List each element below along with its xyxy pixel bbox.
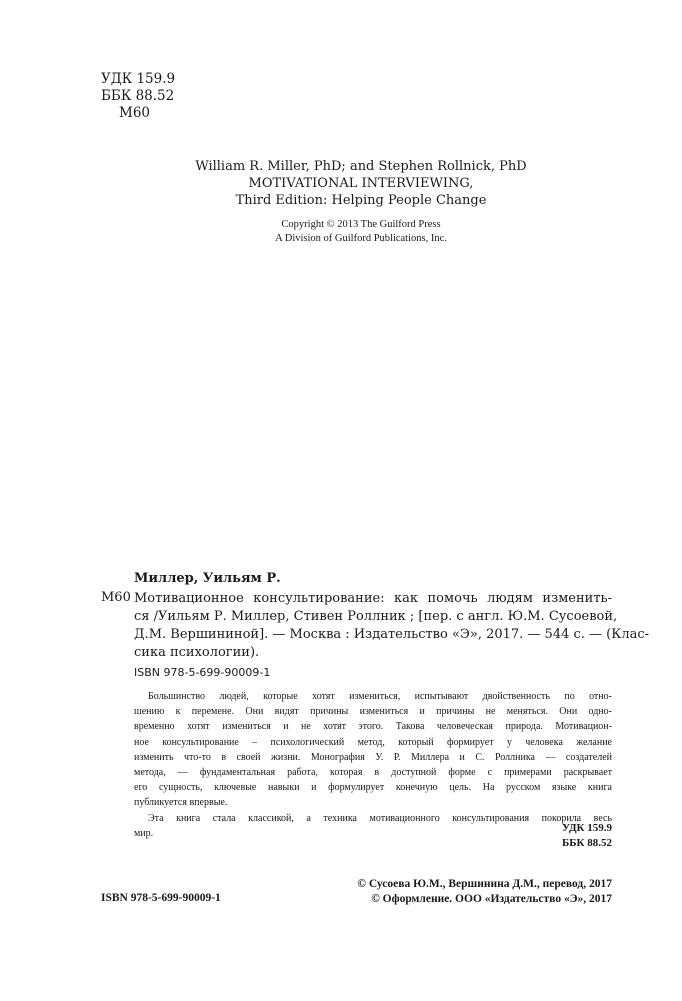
abstract-line: Эта книга стала классикой, а техника мотивационного консультирования покорила весь [148, 812, 612, 824]
record-line: Мотивационное консультирование: как помочь людям изменить- [134, 591, 612, 606]
abstract-line: Большинство людей, которые хотят измениться, испытывают двойственность по отно- [148, 691, 612, 702]
record-mark: М60 [101, 590, 131, 605]
abstract-line: изменить что-то в своей жизни. Монография У. Р. Миллера и С. Роллника — создателей [134, 751, 612, 763]
footer-bbk-code: ББК 88.52 [561, 837, 612, 849]
author-mark: М60 [119, 105, 151, 121]
abstract-line: мир. [134, 827, 154, 839]
record-line: Д.М. Вершининой]. — Москва : Издательство «Э», 2017. — 544 с. — (Клас- [134, 627, 649, 642]
abstract-line: ное консультирование – психологический метод, который формирует у человека желание [134, 736, 612, 748]
original-authors: William R. Miller, PhD; and Stephen Rollnick, PhD [195, 159, 527, 174]
original-copyright-block [0, 218, 682, 246]
footer-isbn: ISBN 978-5-699-90009-1 [101, 892, 221, 904]
record-author: Миллер, Уильям Р. [134, 571, 281, 586]
publisher-division: A Division of Guilford Publications, Inc. [275, 233, 447, 244]
record-description [134, 590, 649, 662]
original-edition-block [0, 158, 682, 209]
header-classification-codes [101, 71, 175, 122]
abstract-line: метода, — фундаментальная работа, которая в доступной форме с примерами раскрывает [134, 767, 612, 779]
record-isbn: ISBN 978-5-699-90009-1 [134, 666, 271, 679]
abstract-line: шению к перемене. Они видят причины измениться и причины не меняться. Они одно- [134, 706, 612, 718]
udk-code: УДК 159.9 [101, 71, 176, 87]
footer-classification-codes [562, 821, 612, 851]
original-copyright: Copyright © 2013 The Guilford Press [281, 219, 441, 230]
original-edition-subtitle: Third Edition: Helping People Change [235, 193, 487, 208]
original-title: MOTIVATIONAL INTERVIEWING, [248, 176, 474, 191]
record-line: сика психологии). [134, 645, 260, 660]
design-copyright: © Оформление. ООО «Издательство «Э», 2017 [371, 893, 612, 905]
footer-udk-code: УДК 159.9 [561, 822, 612, 834]
record-line: ся /Уильям Р. Миллер, Стивен Роллник ; [пер. с англ. Ю.М. Сусоевой, [134, 609, 618, 624]
abstract [134, 689, 612, 841]
translation-copyright: © Сусоева Ю.М., Вершинина Д.М., перевод, 2017 [357, 878, 612, 890]
footer-copyright-block [357, 877, 612, 907]
bbk-code: ББК 88.52 [101, 88, 175, 104]
abstract-line: его сущность, ключевые навыки и формулирует конечную цель. На русском языке книга [134, 782, 612, 794]
abstract-line: публикуется впервые. [134, 797, 228, 809]
abstract-line: временно хотят измениться и не хотят этого. Такова человеческая природа. Мотивацион- [134, 721, 612, 733]
